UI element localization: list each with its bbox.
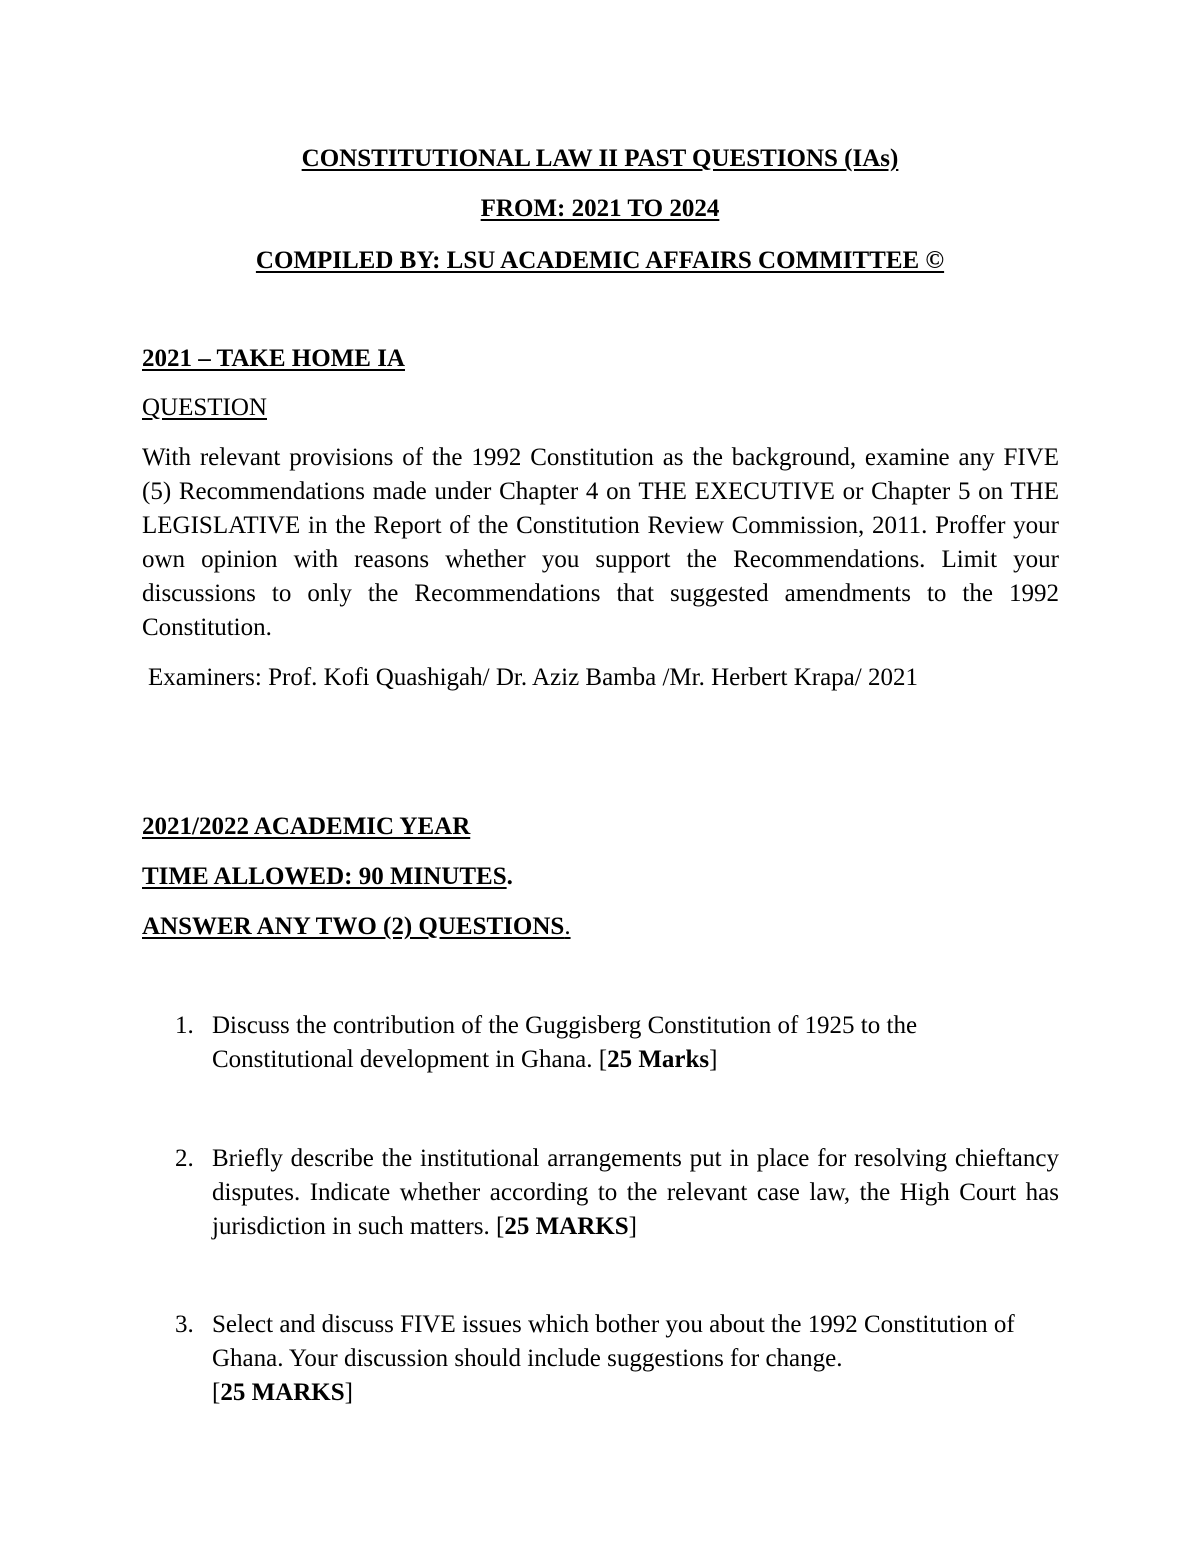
question-text: Discuss the contribution of the Guggisberg Constitution of 1925 to the Constitutional development in Ghana. [: [212, 1012, 918, 1073]
answer-instruction-period: .: [564, 913, 571, 940]
section-2021-heading: 2021 – TAKE HOME IA: [142, 345, 405, 372]
document-compiler: COMPILED BY: LSU ACADEMIC AFFAIRS COMMITTEE ©: [255, 247, 945, 274]
question-marks-close: ]: [709, 1046, 718, 1073]
question-label-text: QUESTION: [142, 394, 267, 421]
question-number: 1.: [175, 1012, 194, 1039]
answer-instruction: [142, 910, 1059, 944]
question-marks-open: [: [212, 1379, 221, 1406]
section-2022-heading: 2021/2022 ACADEMIC YEAR: [142, 813, 471, 840]
question-marks: 25 Marks: [607, 1046, 710, 1073]
question-marks: 25 MARKS: [220, 1379, 345, 1406]
answer-instruction-text: ANSWER ANY TWO (2) QUESTIONS: [142, 913, 565, 940]
examiners-line: Examiners: Prof. Kofi Quashigah/ Dr. Aziz Bamba /Mr. Herbert Krapa/ 2021: [148, 664, 918, 691]
time-allowed-text: TIME ALLOWED: 90 MINUTES: [142, 863, 507, 890]
question-marks-close: ]: [344, 1379, 353, 1406]
question-2021-text: With relevant provisions of the 1992 Constitution as the background, examine any FIVE (5) Recommendations made under Chapter 4 on THE EXECUTIVE or Chapter 5 on THE LEGISLATIVE in the Report of the Constitution Review Commission, 2011. Proffer your own opinion with reasons whether you support the Recommendations. Limit your discussions to only the Recommendations that suggested amendments to the 1992 Constitution.: [142, 444, 1059, 641]
question-marks: 25 MARKS: [504, 1213, 629, 1240]
question-body: [212, 1142, 1059, 1244]
time-allowed-period: .: [506, 863, 513, 890]
question-marks-close: ]: [628, 1213, 637, 1240]
time-allowed: [142, 860, 1059, 894]
question-text: Briefly describe the institutional arrangements put in place for resolving chieftancy disputes. Indicate whether according to the relevant case law, the High Court has jurisdiction in such matters. [: [212, 1145, 1059, 1240]
question-body: [212, 1009, 1059, 1077]
question-body: [212, 1308, 1059, 1410]
question-label: [142, 391, 1059, 425]
document-date-range: FROM: 2021 TO 2024: [480, 195, 720, 222]
question-text: Select and discuss FIVE issues which bother you about the 1992 Constitution of Ghana. Your discussion should include suggestions for change.: [212, 1311, 1015, 1372]
document-title: CONSTITUTIONAL LAW II PAST QUESTIONS (IAs): [301, 145, 899, 172]
question-number: 3.: [175, 1311, 194, 1338]
question-number: 2.: [175, 1145, 194, 1172]
